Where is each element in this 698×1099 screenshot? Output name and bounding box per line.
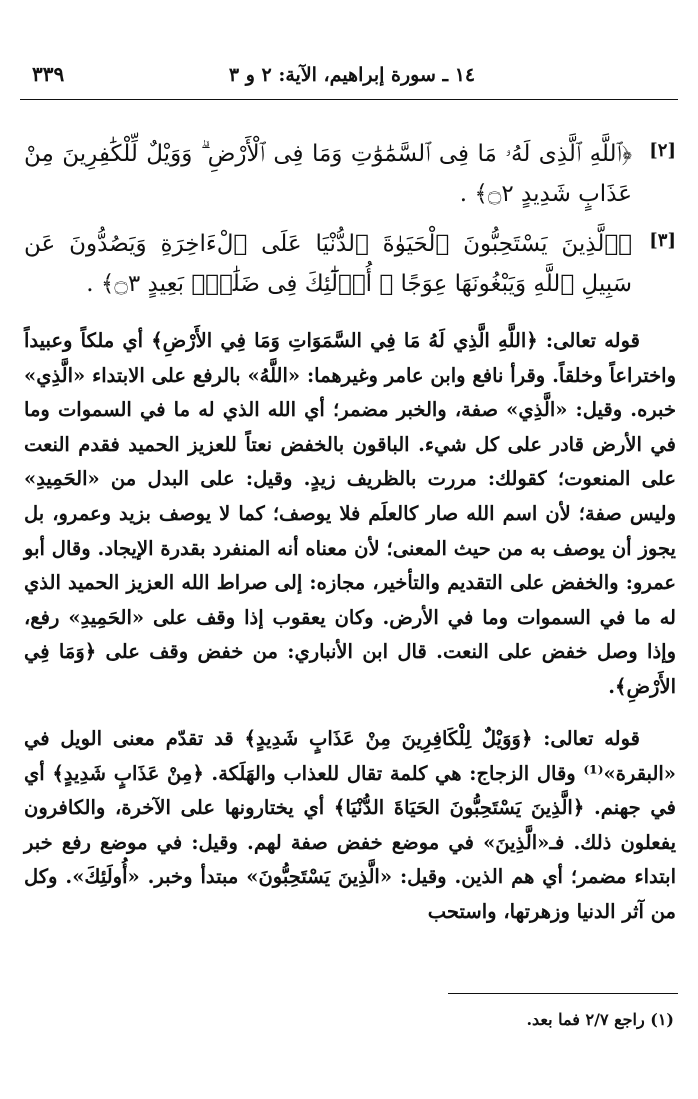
verse-text: ﴿ٱللَّهِ ٱلَّذِى لَهُۥ مَا فِى ٱلسَّمَٰوَٰتِ وَمَا فِى ٱلْأَرْضِ ۗ وَوَيْلٌ لِّلْكَٰفِرِينَ مِنْ عَذَابٍ شَدِيدٍ ۝٢﴾ . [24,141,632,207]
commentary-text: قوله تعالى: ﴿اللَّهِ الَّذِي لَهُ مَا فِي السَّمَوَاتِ وَمَا فِي الأَرْضِ﴾ أي ملكاً وعبيداً واختراعاً وخلقاً. وقرأ نافع وابن عامر وغيرهما: «اللَّهُ» بالرفع على الابتداء «الَّذِي» خبره. وقيل: «الَّذِي» صفة، والخبر مضمر؛ أي الله الذي له ما في السموات وما في الأرض قادر على كل شيء. الباقون بالخفض نعتاً للعزيز الحميد فقدم النعت على المنعوت؛ كقولك: مررت بالظريف زيدٍ. وقيل: على البدل من «الحَمِيدِ» وليس صفة؛ لأن اسم الله صار كالعلَم فلا يوصف؛ كما لا يوصف بزيد وعمرو، بل يجوز أن يوصف به من حيث المعنى؛ لأن معناه أنه المنفرد بقدرة الإيجاد. وقال أبو عمرو: والخفض على التقديم والتأخير، مجازه: إلى صراط الله العزيز الحميد الذي له ما في السموات وما في الأرض. وكان يعقوب إذا وقف على «الحَمِيدِ» رفع، وإذا وصل خفض على النعت. قال ابن الأنباري: من خفض وقف على ﴿وَمَا فِي الأَرْضِ﴾. [24,329,676,698]
verse-number: [٢] [649,140,676,161]
verse-number: [٣] [649,230,676,251]
commentary-text: قوله تعالى: ﴿وَوَيْلٌ لِلْكَافِرِينَ مِنْ عَذَابٍ شَدِيدٍ﴾ قد تقدّم معنى الويل في «البقرة»⁽¹⁾ وقال الزجاج: هي كلمة تقال للعذاب والهَلَكة. ﴿مِنْ عَذَابٍ شَدِيدٍ﴾ أي في جهنم. ﴿الَّذِينَ يَسْتَحِبُّونَ الحَيَاةَ الدُّنْيَا﴾ أي يختارونها على الآخرة، والكافرون يفعلون ذلك. فـ«الَّذِينَ» في موضع خفض صفة لهم. وقيل: في موضع رفع خبر ابتداء مضمر؛ أي هم الذين. وقيل: «الَّذِينَ يَسْتَحِبُّونَ» مبتدأ وخبر. «أُولَئِكَ». وكل من آثر الدنيا وزهرتها، واستحب [24,727,676,923]
page-number: ٣٣٩ [32,62,65,86]
running-title: ١٤ ـ سورة إبراهيم، الآية: ٢ و ٣ [228,64,476,86]
commentary-paragraph-1 [24,324,676,705]
commentary-paragraph-2 [24,722,676,930]
footnote-rule [448,993,678,994]
footnote: (١) راجع ٢/٧ فما بعد. [526,1010,674,1029]
page-header [26,60,678,90]
verse-3 [24,224,676,306]
header-rule [20,99,678,100]
verse-2 [24,134,676,216]
verse-text: ﴿ٱلَّذِينَ يَسْتَحِبُّونَ ٱلْحَيَوٰةَ ٱلدُّنْيَا عَلَى ٱلْءَاخِرَةِ وَيَصُدُّونَ عَن سَبِيلِ ٱللَّهِ وَيَبْغُونَهَا عِوَجًا ۚ أُو۟لَٰٓئِكَ فِى ضَلَٰلٍۭ بَعِيدٍ ۝٣﴾ . [24,231,632,297]
